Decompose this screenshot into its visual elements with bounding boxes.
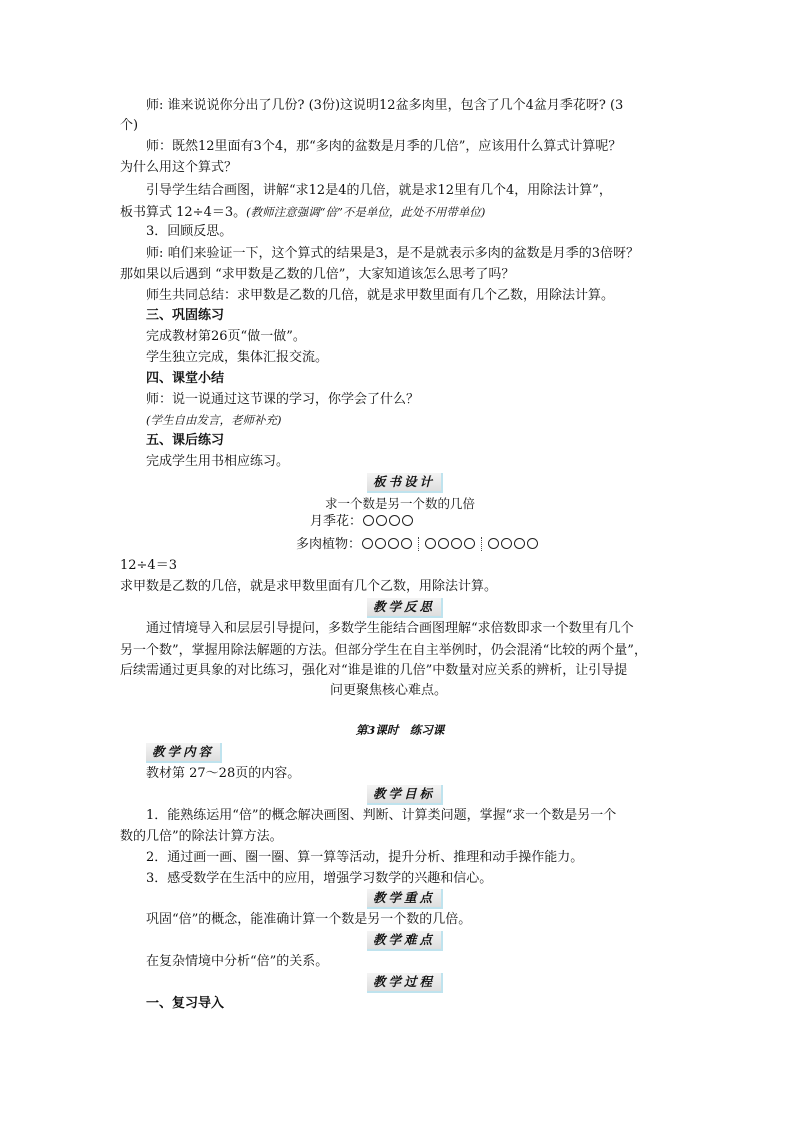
circle-icon (402, 515, 413, 526)
circle-icon (464, 538, 475, 549)
board-title: 求一个数是另一个数的几倍 (324, 496, 475, 511)
goal-3: 3．感受数学在生活中的应用，增强学习数学的兴趣和信心。 (146, 871, 493, 886)
circle-icon (388, 538, 399, 549)
circle-icon (401, 538, 412, 549)
board-row-succulents (296, 535, 626, 555)
line-independent-work: 学生独立完成，集体汇报交流。 (146, 350, 329, 365)
goal-1-cont: 数的几倍”的除法计算方法。 (120, 829, 283, 844)
roses-label: 月季花： (310, 514, 363, 529)
banner-teaching-difficulty: 教学难点 (367, 931, 443, 951)
reflection-line-4: 问更聚焦核心难点。 (330, 683, 448, 698)
section-class-summary: 四、课堂小结 (146, 371, 225, 386)
line-board-formula (120, 202, 690, 223)
board-rule: 求甲数是乙数的几倍，就是求甲数里面有几个乙数，用除法计算。 (120, 579, 498, 594)
line-teacher-question-1-cont: 个) (120, 118, 139, 133)
line-summary: 师生共同总结：求甲数是乙数的几倍，就是求甲数里面有几个乙数，用除法计算。 (146, 288, 615, 303)
circle-icon (488, 538, 499, 549)
banner-teaching-process: 教学过程 (367, 973, 443, 993)
banner-teaching-key: 教学重点 (367, 889, 443, 909)
line-student-speak: (学生自由发言，老师补充) (146, 413, 282, 427)
circle-icon (438, 538, 449, 549)
circle-icon (425, 538, 436, 549)
banner-teaching-content: 教学内容 (146, 743, 222, 763)
teacher-note: (教师注意强调“倍”不是单位，此处不用带单位) (246, 205, 486, 219)
banner-teaching-goals: 教学目标 (367, 785, 443, 805)
circle-icon (389, 515, 400, 526)
succulents-label: 多肉植物： (296, 537, 362, 552)
line-review-heading: 3．回顾反思。 (146, 224, 233, 239)
circle-icon (527, 538, 538, 549)
circle-icon (514, 538, 525, 549)
key-point: 巩固“倍”的概念，能准确计算一个数是另一个数的几倍。 (146, 912, 472, 927)
line-verify-cont: 那如果以后遇到 “求甲数是乙数的几倍”，大家知道该怎么思考了吗？ (120, 267, 515, 282)
line-textbook-exercise: 完成教材第26页“做一做”。 (146, 329, 306, 344)
banner-teaching-reflection: 教学反思 (367, 598, 443, 618)
line-verify: 师: 咱们来验证一下，这个算式的结果是3，是不是就表示多肉的盆数是月季的3倍呀？ (146, 246, 640, 261)
board-formula-text: 板书算式 12÷4＝3。 (120, 205, 247, 220)
banner-board-design: 板书设计 (367, 473, 443, 493)
board-formula: 12÷4＝3 (120, 558, 177, 573)
circle-icon (451, 538, 462, 549)
goal-2: 2．通过画一画、圈一圈、算一算等活动，提升分析、推理和动手操作能力。 (146, 850, 584, 865)
group-divider (418, 537, 419, 551)
circle-icon (501, 538, 512, 549)
lesson-title: 第3课时 练习课 (355, 723, 445, 737)
section-review-intro: 一、复习导入 (146, 996, 225, 1011)
circle-icon (363, 515, 374, 526)
reflection-line-1: 通过情境导入和层层引导提问，多数学生能结合画图理解“求倍数即求一个数里有几个 (146, 621, 634, 636)
line-teacher-question-1: 师: 谁来说说你分出了几份? (3份)这说明12盆多肉里，包含了几个4盆月季花呀? (3 (146, 98, 624, 113)
circle-icon (362, 538, 373, 549)
line-guide-drawing: 引导学生结合画图，讲解“求12是4的几倍，就是求12里有几个4，用除法计算”， (146, 183, 612, 198)
line-teacher-question-2-cont: 为什么用这个算式？ (120, 160, 238, 175)
board-row-roses (310, 512, 610, 532)
line-teacher-ask: 师：说一说通过这节课的学习，你学会了什么？ (146, 392, 420, 407)
difficult-point: 在复杂情境中分析“倍”的关系。 (146, 954, 329, 969)
group-divider (481, 537, 482, 551)
reflection-line-2: 另一个数”，掌握用除法解题的方法。但部分学生在自主举例时，仍会混淆“比较的两个量”， (120, 643, 647, 658)
section-consolidation: 三、巩固练习 (146, 308, 225, 323)
goal-1: 1．能熟练运用“倍”的概念解决画图、判断、计算类问题，掌握“求一个数是另一个 (146, 808, 617, 823)
line-workbook: 完成学生用书相应练习。 (146, 454, 290, 469)
circle-icon (376, 515, 387, 526)
circle-icon (375, 538, 386, 549)
reflection-line-3: 后续需通过更具象的对比练习，强化对“谁是谁的几倍”中数量对应关系的辨析，让引导提 (120, 663, 628, 678)
content-line: 教材第 27～28页的内容。 (146, 766, 301, 781)
section-homework: 五、课后练习 (146, 433, 225, 448)
line-teacher-question-2: 师：既然12里面有3个4，那“多肉的盆数是月季的几倍”，应该用什么算式计算呢？ (146, 139, 622, 154)
